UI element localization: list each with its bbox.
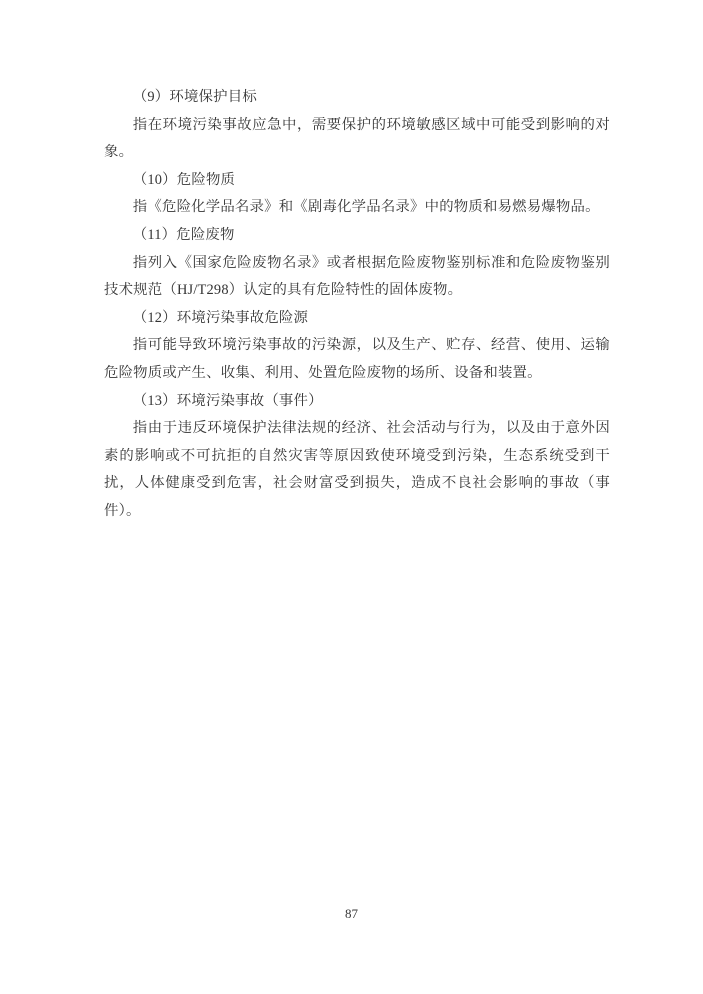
definition-heading: （12）环境污染事故危险源 [132,309,309,326]
definition-heading: （9）环境保护目标 [132,89,257,105]
document-body [104,84,610,526]
definition-body: 指列入《国家危险废物名录》或者根据危险废物鉴别标准和危险废物鉴别技术规范（HJ/T298）认定的具有危险特性的固体废物。 [104,254,610,299]
definition-section-12 [104,305,610,388]
definition-section-13 [104,388,610,526]
definition-section-10 [104,167,610,222]
definition-section-9 [104,84,610,167]
page-number: 87 [345,906,358,921]
definition-body: 指可能导致环境污染事故的污染源，以及生产、贮存、经营、使用、运输危险物质或产生、收集、利用、处置危险废物的场所、设备和装置。 [104,337,610,381]
definition-heading: （13）环境污染事故（事件） [132,392,323,409]
definition-section-11 [104,222,610,305]
definition-body: 指由于违反环境保护法律法规的经济、社会活动与行为，以及由于意外因素的影响或不可抗拒的自然灾害等原因致使环境受到污染，生态系统受到干扰，人体健康受到危害，社会财富受到损失，造成不良社会影响的事故（事件）。 [104,420,610,519]
definition-body: 指在环境污染事故应急中，需要保护的环境敏感区域中可能受到影响的对象。 [104,116,610,161]
definition-heading: （11）危险废物 [132,226,235,243]
definition-heading: （10）危险物质 [132,171,236,188]
definition-body: 指《危险化学品名录》和《剧毒化学品名录》中的物质和易燃易爆物品。 [132,199,600,216]
